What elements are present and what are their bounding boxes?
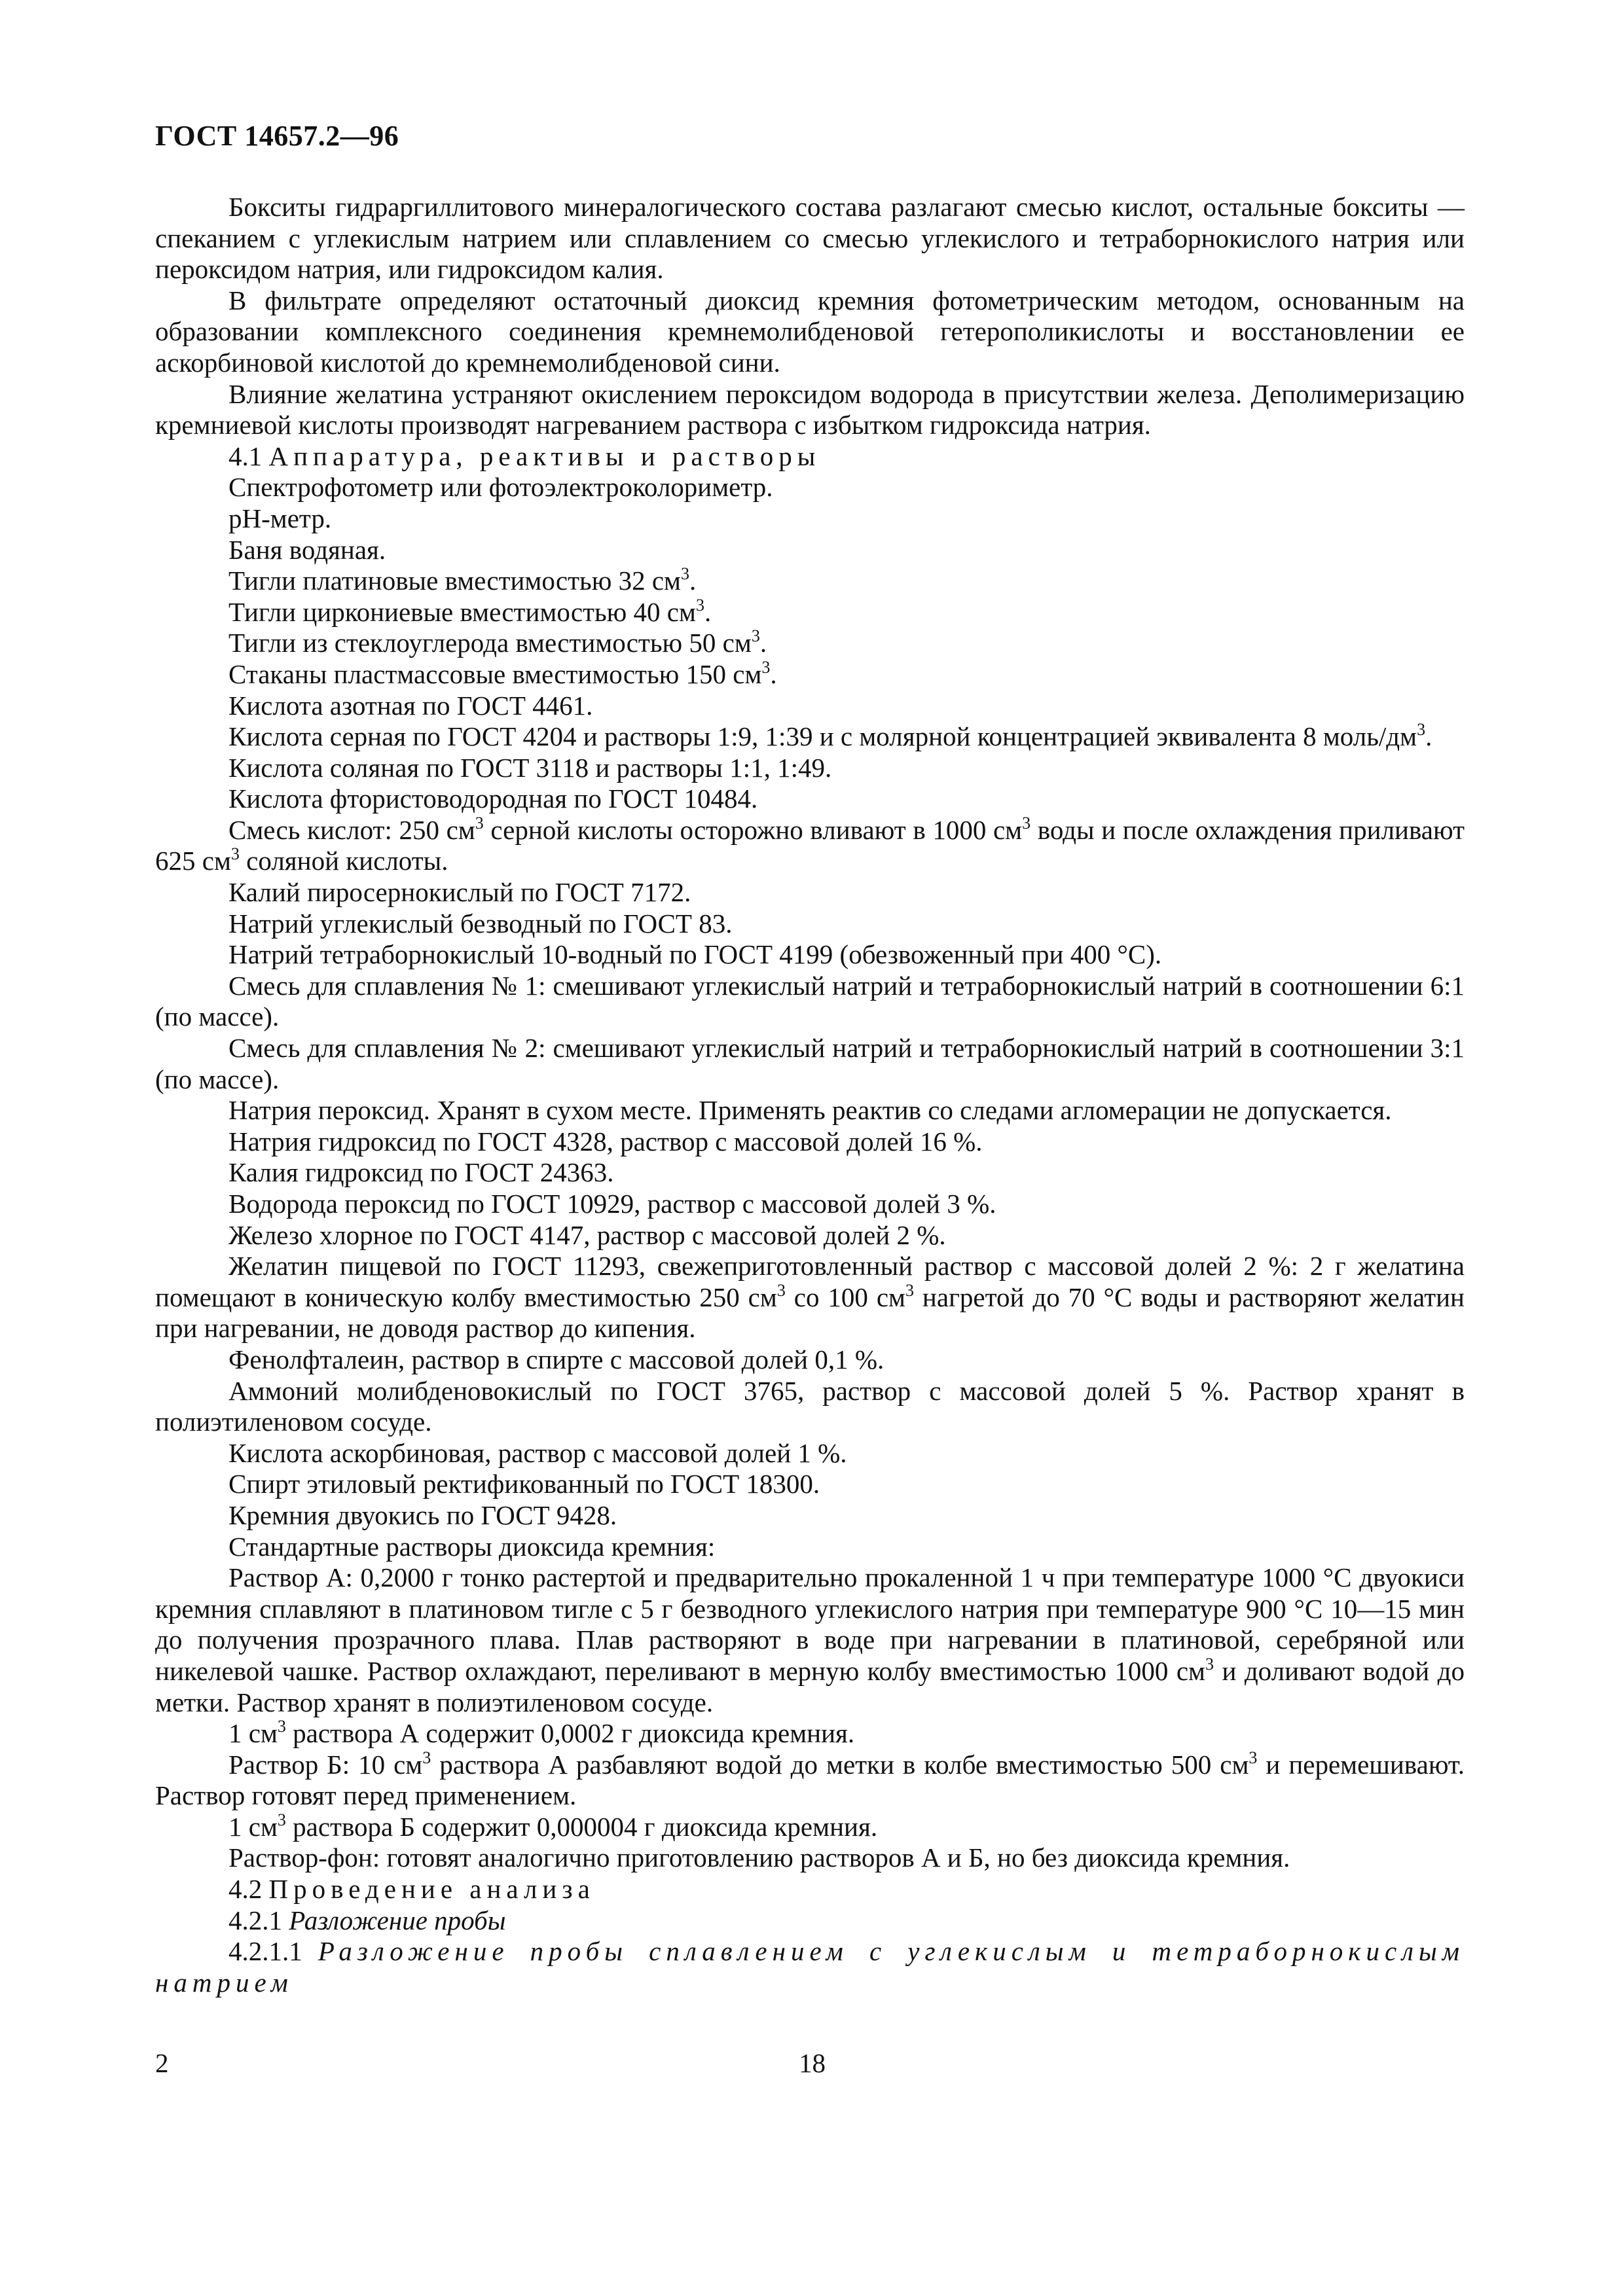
paragraph: Кислота серная по ГОСТ 4204 и растворы 1:9, 1:39 и с молярной концентрацией эквивалента 8 моль/$дм^3$. (228, 720, 1432, 752)
paragraph: Тигли циркониевые вместимостью 40 $см^3$. (228, 595, 712, 627)
paragraph: Натрия гидроксид по ГОСТ 4328, раствор с массовой долей 16 %. (228, 1126, 983, 1157)
document-body (155, 192, 1465, 1998)
paragraph: Кислота фтористоводородная по ГОСТ 10484. (228, 783, 758, 814)
paragraph: Баня водяная. (228, 534, 386, 565)
paragraph: 4.2 Проведение анализа (228, 1874, 595, 1905)
paragraph: Спектрофотометр или фотоэлектроколориметр. (228, 472, 773, 503)
paragraph: 4.2.1 Разложение пробы (228, 1905, 506, 1935)
paragraph: Фенолфталеин, раствор в спирте с массовой долей 0,1 %. (228, 1344, 884, 1374)
paragraph: Натрий тетраборнокислый 10-водный по ГОСТ 4199 (обезвоженный при 400 °С). (228, 939, 1162, 970)
document-header: ГОСТ 14657.2—96 (155, 120, 399, 152)
page-number-left: 2 (155, 2048, 169, 2078)
paragraph: Калий пиросернокислый по ГОСТ 7172. (228, 877, 691, 908)
paragraph: Аммоний молибденовокислый по ГОСТ 3765, раствор с массовой долей 5 %. Раствор хранят в полиэтиленовом сосуде. (155, 1375, 1465, 1437)
paragraph: Кислота азотная по ГОСТ 4461. (228, 690, 593, 721)
paragraph: Раствор А: 0,2000 г тонко растертой и предварительно прокаленной 1 ч при температуре 1000 °С двуокиси кремния сплавляют в платиновом тигле с 5 г безводного углекислого натрия при температуре 900 °С 10—15 мин до получения прозрачного плава. Плав растворяют в воде при нагревании в платиновой, серебряной или никелевой чашке. Раствор охлаждают, переливают в мерную колбу вместимостью 1000 $см^3$ и доливают водой до метки. Раствор хранят в полиэтиленовом сосуде. (155, 1562, 1465, 1717)
paragraph: 4.1 Аппаратура, реактивы и растворы (228, 440, 821, 471)
paragraph: 4.2.1.1 Разложение пробы сплавлением с углекислым и тетраборнокислым натрием (155, 1936, 1465, 1998)
paragraph: Тигли платиновые вместимостью 32 $см^3$. (228, 564, 697, 596)
paragraph: 1 $см^3$ раствора А содержит 0,0002 г диоксида кремния. (228, 1717, 855, 1749)
paragraph: Спирт этиловый ректификованный по ГОСТ 18300. (228, 1469, 820, 1499)
paragraph: Водорода пероксид по ГОСТ 10929, раствор с массовой долей 3 %. (228, 1189, 996, 1219)
paragraph: Натрия пероксид. Хранят в сухом месте. Применять реактив со следами агломерации не допускается. (228, 1095, 1392, 1126)
paragraph: Желатин пищевой по ГОСТ 11293, свежеприготовленный раствор с массовой долей 2 %: 2 г желатина помещают в коническую колбу вместимостью 250 $см^3$ со 100 $см^3$ нагретой до 70 °С воды и растворяют желатин при нагревании, не доводя раствор до кипения. (155, 1251, 1465, 1344)
paragraph: Раствор Б: 10 $см^3$ раствора А разбавляют водой до метки в колбе вместимостью 500 $см^3$ и перемешивают. Раствор готовят перед применением. (155, 1748, 1465, 1811)
paragraph: Стаканы пластмассовые вместимостью 150 $см^3$. (228, 657, 777, 689)
paragraph: Кислота аскорбиновая, раствор с массовой долей 1 %. (228, 1437, 847, 1468)
paragraph: рН-метр. (228, 503, 332, 533)
paragraph: Смесь для сплавления № 1: смешивают углекислый натрий и тетраборнокислый натрий в соотношении 6:1 (по массе). (155, 970, 1465, 1032)
paragraph: Тигли из стеклоуглерода вместимостью 50 $см^3$. (228, 626, 767, 658)
paragraph: Смесь для сплавления № 2: смешивают углекислый натрий и тетраборнокислый натрий в соотношении 3:1 (по массе). (155, 1033, 1465, 1094)
page-number-center: 18 (799, 2048, 826, 2078)
paragraph: Стандартные растворы диоксида кремния: (228, 1531, 716, 1562)
paragraph: Железо хлорное по ГОСТ 4147, раствор с массовой долей 2 %. (228, 1219, 946, 1250)
paragraph: Кислота соляная по ГОСТ 3118 и растворы 1:1, 1:49. (228, 752, 832, 783)
paragraph: 1 $см^3$ раствора Б содержит 0,000004 г диоксида кремния. (228, 1810, 878, 1842)
paragraph: Влияние желатина устраняют окислением пероксидом водорода в присутствии железа. Деполимеризацию кремниевой кислоты производят нагреванием раствора с избытком гидроксида натрия. (155, 378, 1465, 440)
paragraph: Калия гидроксид по ГОСТ 24363. (228, 1157, 614, 1188)
paragraph: Раствор-фон: готовят аналогично приготовлению растворов А и Б, но без диоксида кремния. (228, 1842, 1290, 1873)
paragraph: Смесь кислот: 250 $см^3$ серной кислоты осторожно вливают в 1000 $см^3$ воды и после охлаждения приливают 625 $см^3$ соляной кислоты. (155, 813, 1465, 876)
paragraph: Бокситы гидраргиллитового минералогического состава разлагают смесью кислот, остальные бокситы — спеканием с углекислым натрием или сплавлением со смесью углекислого и тетраборнокислого натрия или пероксидом натрия, или гидроксидом калия. (155, 192, 1465, 285)
paragraph: В фильтрате определяют остаточный диоксид кремния фотометрическим методом, основанным на образовании комплексного соединения кремнемолибденовой гетерополикислоты и восстановлении ее аскорбиновой кислотой до кремнемолибденовой сини. (155, 285, 1465, 378)
paragraph: Натрий углекислый безводный по ГОСТ 83. (228, 908, 733, 939)
paragraph: Кремния двуокись по ГОСТ 9428. (228, 1499, 617, 1530)
